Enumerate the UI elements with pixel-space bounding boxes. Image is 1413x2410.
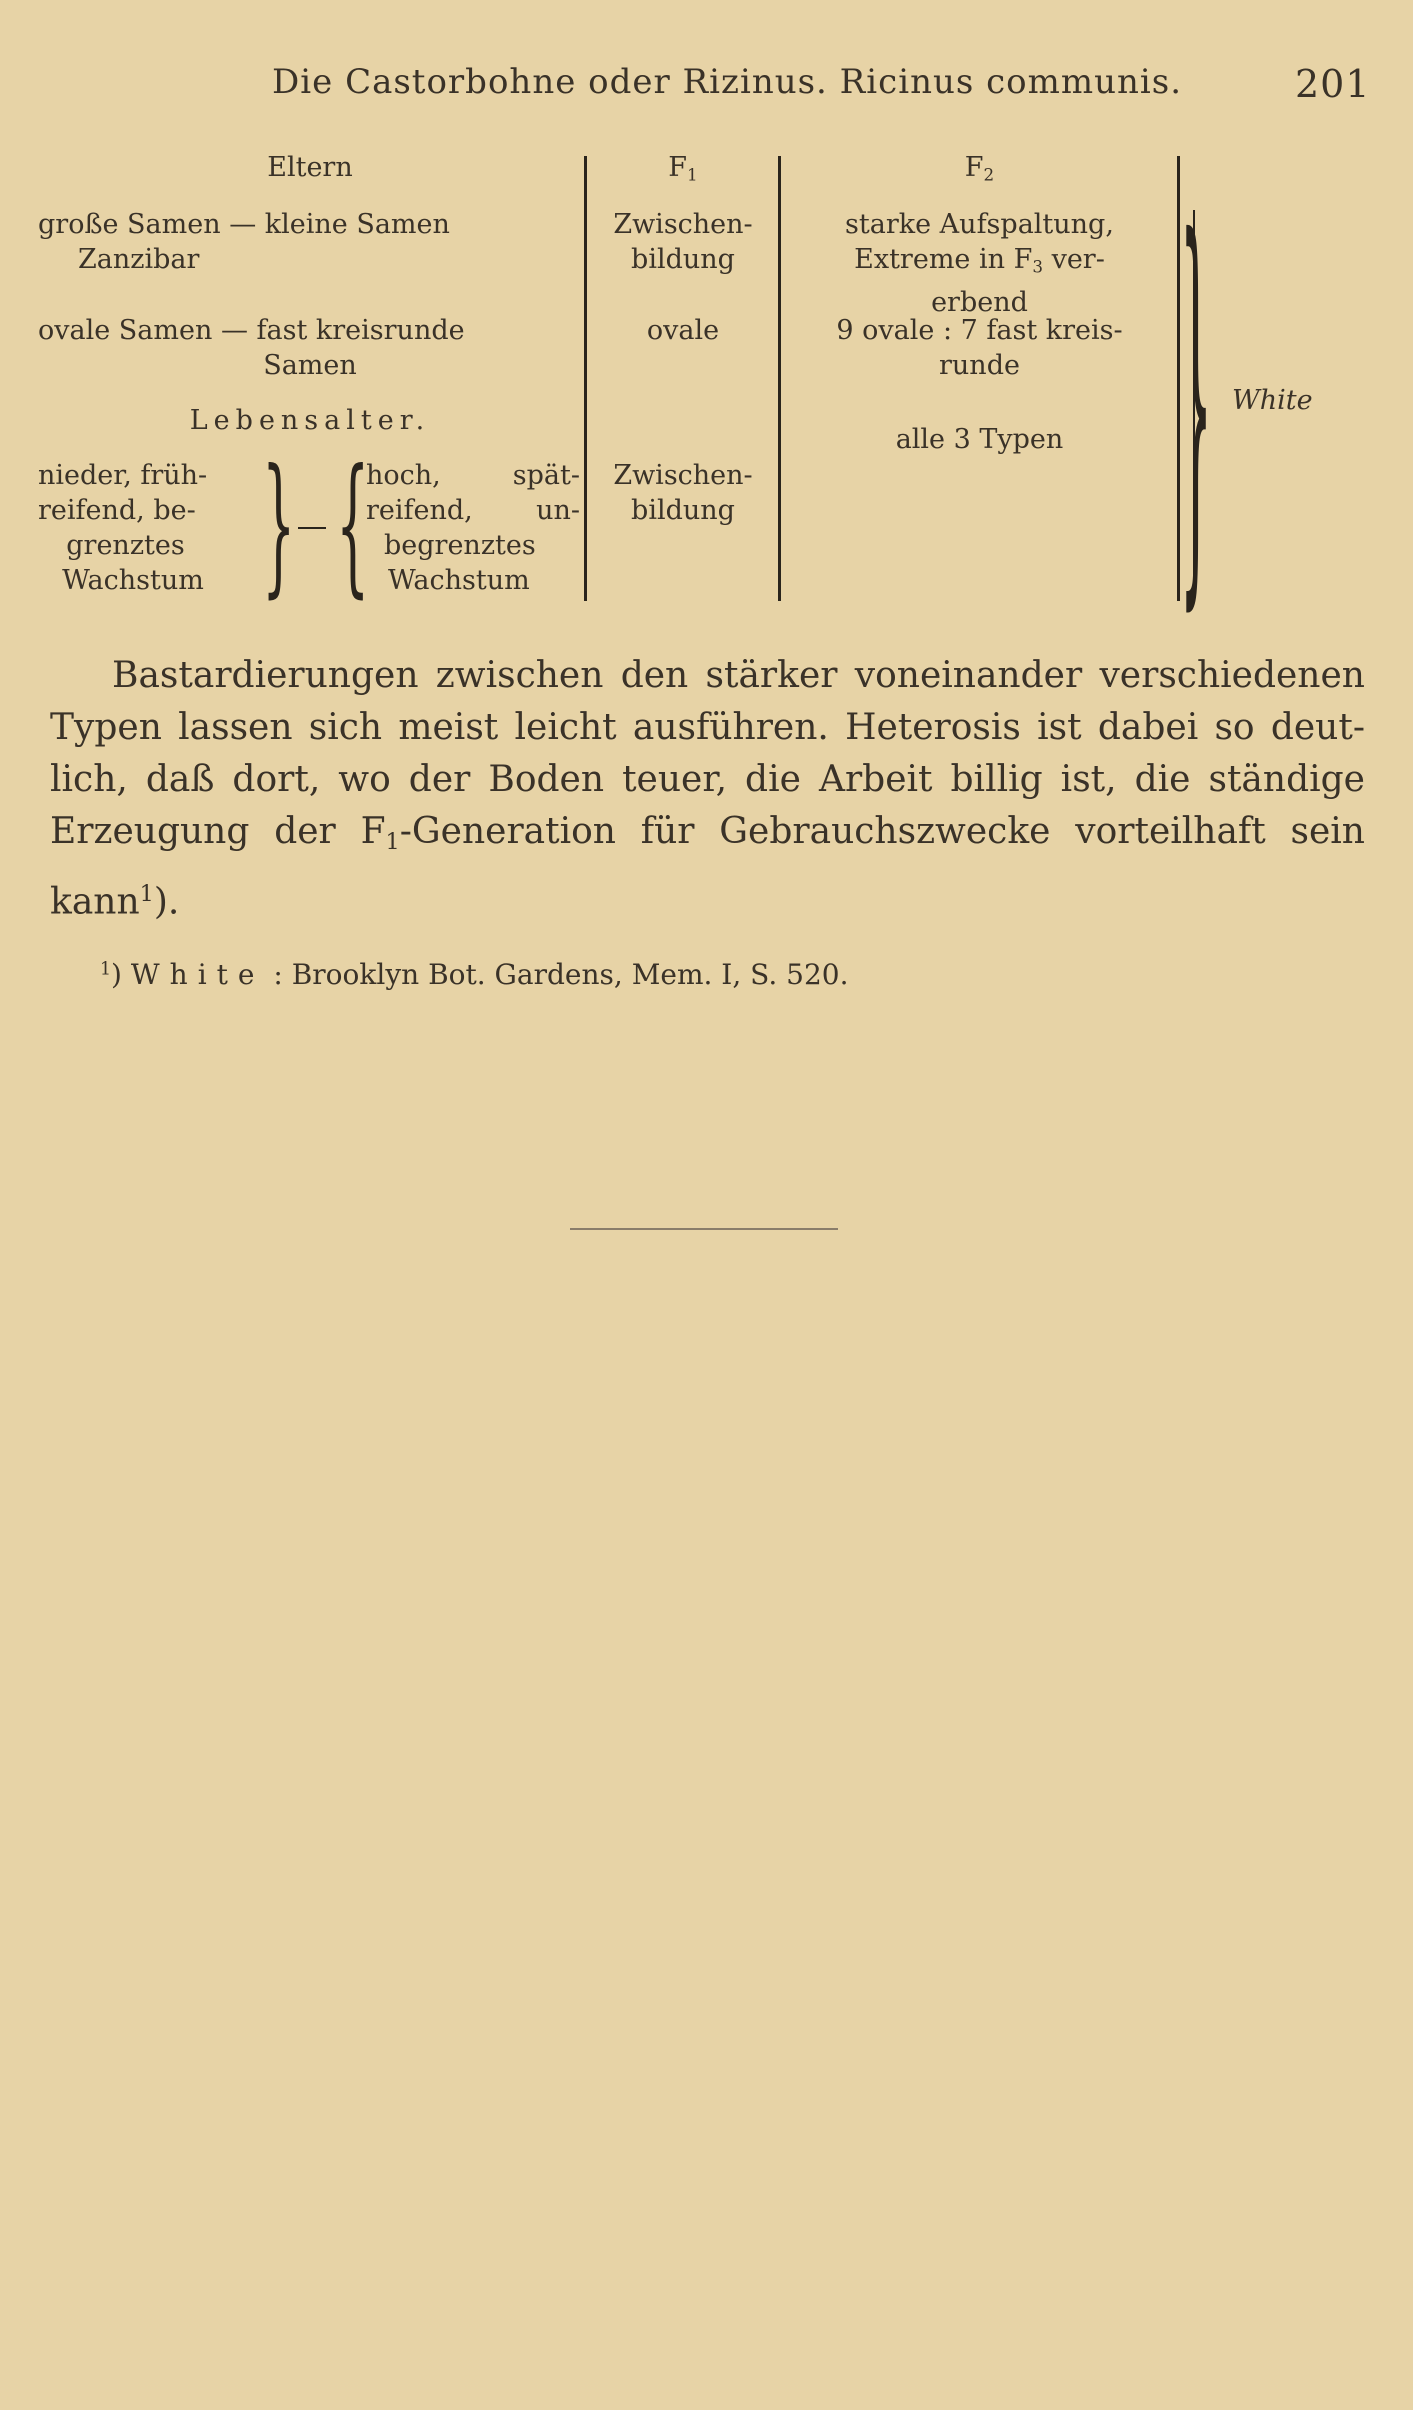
paragraph-line4-sub: 1 bbox=[385, 829, 400, 856]
footnote-marker: 1 bbox=[100, 959, 112, 980]
header-f2-base: F bbox=[964, 152, 984, 183]
row2-f2 bbox=[782, 313, 1177, 383]
column-rule bbox=[584, 156, 587, 601]
header-f1-sub: 1 bbox=[687, 164, 698, 185]
lebensalter-right-line4: Wachstum bbox=[388, 565, 530, 596]
paragraph-line5-post: ). bbox=[153, 881, 180, 923]
footnote-ref: 1 bbox=[139, 881, 154, 908]
left-curly-brace: } bbox=[262, 438, 296, 612]
lebensalter-left-line4: Wachstum bbox=[62, 565, 204, 596]
column-rule bbox=[778, 156, 781, 601]
row1-eltern-line1: große Samen — kleine Samen bbox=[38, 209, 450, 240]
lebensalter-left-line1: nieder, früh- bbox=[38, 460, 208, 491]
lebensalter-right-line1: hoch, spät- bbox=[366, 460, 580, 491]
lebensalter-f1 bbox=[588, 458, 778, 528]
row1-f1 bbox=[588, 207, 778, 277]
paragraph-line: Typen lassen sich meist leicht ausführen. Heterosis ist dabei so deut- bbox=[50, 707, 1365, 748]
header-f1 bbox=[588, 150, 778, 193]
row2-eltern-line2: Samen bbox=[263, 350, 357, 381]
source-label: White bbox=[1232, 385, 1313, 416]
paragraph-line4-post: -Generation für Gebrauchszwecke vorteilhaft sein bbox=[399, 811, 1365, 852]
row2-f2-line1: 9 ovale : 7 fast kreis- bbox=[836, 315, 1123, 346]
footnote-text: : Brooklyn Bot. Gardens, Mem. I, S. 520. bbox=[273, 958, 849, 991]
row2-f2-line2: runde bbox=[939, 350, 1020, 381]
page-number: 201 bbox=[1295, 62, 1371, 106]
row1-f2-line2-sub: 3 bbox=[1032, 256, 1043, 277]
right-curly-brace: { bbox=[336, 438, 370, 612]
header-f1-base: F bbox=[668, 152, 688, 183]
lebensalter-right-line3: begrenztes bbox=[384, 530, 536, 561]
header-f2 bbox=[782, 150, 1177, 193]
lebensalter-title: Lebensalter. bbox=[189, 405, 431, 436]
footnote bbox=[100, 958, 848, 991]
row2-f1: ovale bbox=[646, 315, 720, 346]
row1-f2-line3: erbend bbox=[931, 286, 1028, 318]
paragraph-line: Bastardierungen zwischen den stärker voneinander verschiedenen bbox=[112, 655, 1365, 696]
row1-f1-line1: Zwischen- bbox=[613, 209, 753, 240]
lebensalter-left-line3: grenztes bbox=[66, 530, 185, 561]
row1-f2-line2 bbox=[782, 242, 1177, 285]
end-rule bbox=[570, 1228, 838, 1230]
versus-dash bbox=[298, 527, 326, 529]
header-f2-sub: 2 bbox=[983, 164, 995, 185]
lebensalter-right-line2: reifend, un- bbox=[366, 495, 580, 526]
row1-eltern-line2: Zanzibar bbox=[78, 244, 200, 275]
paragraph-line bbox=[50, 806, 1365, 868]
row1-f2-line2-post: ver- bbox=[1042, 244, 1105, 275]
running-title: Die Castorbohne oder Rizinus. Ricinus communis. bbox=[272, 62, 1183, 102]
paragraph-line bbox=[50, 868, 1365, 928]
row1-f1-line2: bildung bbox=[631, 244, 735, 275]
lebensalter-f2: alle 3 Typen bbox=[895, 424, 1064, 455]
paragraph-line4-pre: Erzeugung der F bbox=[50, 811, 386, 852]
source-brace: } bbox=[1180, 155, 1213, 644]
lebensalter-right bbox=[366, 458, 580, 598]
row1-f2-line2-pre: Extreme in F bbox=[854, 244, 1033, 275]
lebensalter-left-line2: reifend, be- bbox=[38, 495, 196, 526]
row2-eltern-line1: ovale Samen — fast kreisrunde bbox=[38, 315, 465, 346]
row1-f2 bbox=[782, 207, 1177, 320]
row1-f2-line1: starke Aufspaltung, bbox=[845, 209, 1114, 240]
paragraph-line5-pre: kann bbox=[50, 881, 140, 923]
footnote-marker-close: ) bbox=[111, 958, 122, 991]
lebensalter-f1-line2: bildung bbox=[631, 495, 735, 526]
paragraph-line: lich, daß dort, wo der Boden teuer, die Arbeit billig ist, die ständige bbox=[50, 759, 1365, 800]
lebensalter-left bbox=[38, 458, 268, 598]
footnote-author: White bbox=[130, 958, 265, 991]
header-eltern: Eltern bbox=[267, 152, 353, 183]
body-paragraph bbox=[50, 650, 1365, 929]
lebensalter-f1-line1: Zwischen- bbox=[613, 460, 753, 491]
